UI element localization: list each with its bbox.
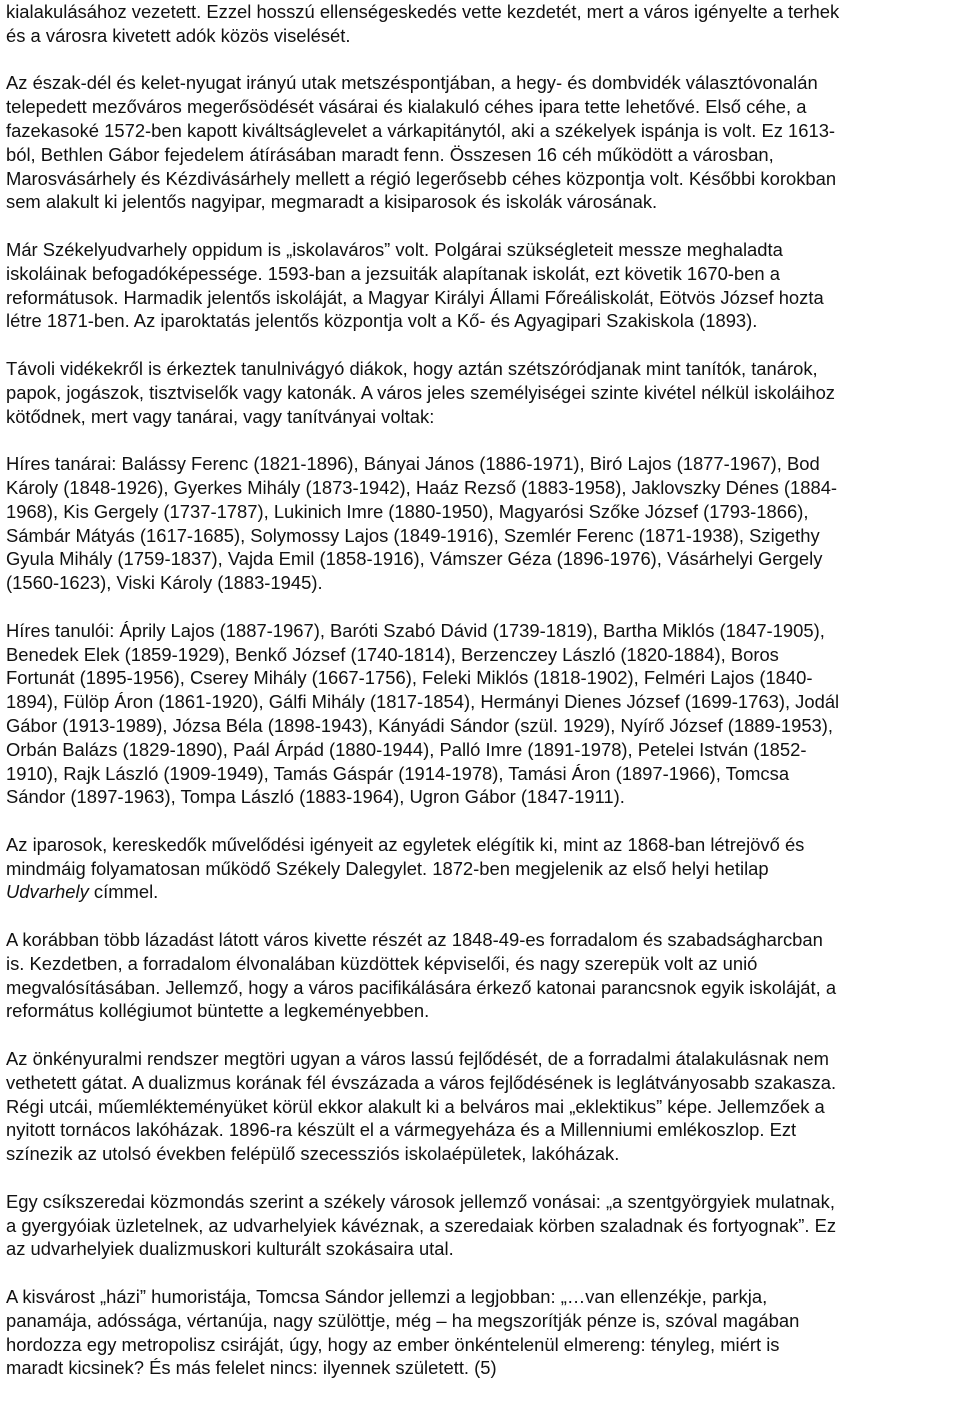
text-line: fazekasoké 1572-ben kapott kiváltságlevelet a várkapitánytól, aki a székelyek ispánja is volt. Ez 1613- xyxy=(6,119,836,141)
text-line: 1910), Rajk László (1909-1949), Tamás Gáspár (1914-1978), Tamási Áron (1897-1966), Tomcsa xyxy=(6,762,790,784)
text-line: iskoláinak befogadóképessége. 1593-ban a jezsuiták alapítanak iskolát, ezt követik 1670-ben a xyxy=(6,262,780,284)
paragraph-famous-teachers xyxy=(6,452,954,595)
text-line: maradt kicsinek? És más felelet nincs: ilyennek született. (5) xyxy=(6,1357,497,1379)
text-line: Az iparosok, kereskedők művelődési igényeit az egyletek elégítik ki, mint az 1868-ban létrejövő és xyxy=(6,833,805,855)
text-line: Már Székelyudvarhely oppidum is „iskolaváros” volt. Polgárai szükségleteit messze meghaladta xyxy=(6,238,783,260)
text-line: sem alakult ki jelentős nagyipar, megmaradt a kisiparosok és iskolák városának. xyxy=(6,191,658,213)
document-page xyxy=(6,0,954,1404)
text-line: Benedek Elek (1859-1929), Benkő József (1740-1814), Berzenczey László (1820-1884), Boros xyxy=(6,643,779,665)
text-line: Orbán Balázs (1829-1890), Paál Árpád (1880-1944), Palló Imre (1891-1978), Petelei István (1852- xyxy=(6,738,807,760)
paragraph-school-city xyxy=(6,238,954,333)
text-line: nyitott tornácos lakóházak. 1896-ra készült el a vármegyeháza és a Millenniumi emlékoszlop. Ezt xyxy=(6,1119,797,1141)
text-line: (1560-1623), Viski Károly (1883-1945). xyxy=(6,572,323,594)
text-line: az udvarhelyiek dualizmuskori kulturált szokásaira utal. xyxy=(6,1238,454,1260)
text-line: A kisvárost „házi” humoristája, Tomcsa Sándor jellemzi a legjobban: „…van ellenzékje, parkja, xyxy=(6,1286,768,1308)
paragraph-students xyxy=(6,357,954,428)
paragraph-humorist xyxy=(6,1285,954,1380)
paragraph-revolution xyxy=(6,928,954,1023)
text-line: hordozza egy metropolisz csiráját, úgy, hogy az ember önkéntelenül elmereng: tényleg, miért is xyxy=(6,1333,780,1355)
text-line: kialakulásához vezetett. Ezzel hosszú ellenségeskedés vette kezdetét, mert a város igényelte a terhek xyxy=(6,1,840,22)
paragraph-proverb xyxy=(6,1190,954,1261)
newspaper-title: Udvarhely xyxy=(6,881,89,903)
text-line: ból, Bethlen Gábor fejedelem átírásában maradt fenn. Összesen 16 céh működött a városban, xyxy=(6,143,774,165)
paragraph-intro xyxy=(6,0,954,48)
text-line: telepedett mezőváros megerősödését vásárai és kialakuló céhes ipara tette lehetővé. Első céhe, a xyxy=(6,96,807,118)
paragraph-famous-students xyxy=(6,619,954,809)
text-line: Híres tanárai: Balássy Ferenc (1821-1896), Bányai János (1886-1971), Biró Lajos (1877-1967), Bod xyxy=(6,453,820,475)
text-line: reformátusok. Harmadik jelentős iskoláját, a Magyar Királyi Állami Főreáliskolát, Eötvös József hozta xyxy=(6,286,824,308)
text-line: Gyula Mihály (1759-1837), Vajda Emil (1858-1916), Vámszer Géza (1896-1976), Vásárhelyi Gergely xyxy=(6,548,823,570)
text-line: a gyergyóiak üzletelnek, az udvarhelyiek kávéznak, a szeredaiak körben szaladnak és fortyognak”. Ez xyxy=(6,1214,837,1236)
text-line: is. Kezdetben, a forradalom élvonalában küzdöttek képviselői, és nagy szerepük volt az unió xyxy=(6,952,758,974)
text-line: Az észak-dél és kelet-nyugat irányú utak metszéspontjában, a hegy- és dombvidék választóvonalán xyxy=(6,72,818,94)
paragraph-dualism xyxy=(6,1047,954,1166)
text-line: Az önkényuralmi rendszer megtöri ugyan a város lassú fejlődését, de a forradalmi átalakulásnak nem xyxy=(6,1048,829,1070)
text-line: színezik az utolsó években felépülő szecessziós iskolaépületek, lakóházak. xyxy=(6,1143,620,1165)
text-line: Károly (1848-1926), Gyerkes Mihály (1873-1942), Haáz Rezső (1883-1958), Jaklovszky Dénes (1884- xyxy=(6,476,838,498)
text-line: Sándor (1897-1963), Tompa László (1883-1964), Ugron Gábor (1847-1911). xyxy=(6,786,625,808)
text-line: Egy csíkszeredai közmondás szerint a székely városok jellemző vonásai: „a szentgyörgyiek mulatnak, xyxy=(6,1190,835,1212)
text-line: református kollégiumot büntette a legkeményebben. xyxy=(6,1000,430,1022)
text-line: Fortunát (1895-1956), Cserey Mihály (1667-1756), Feleki Miklós (1818-1902), Felméri Lajos (1840- xyxy=(6,667,813,689)
text-line: 1894), Fülöp Áron (1861-1920), Gálfi Mihály (1817-1854), Hermányi Dienes József (1699-1763), Jodál xyxy=(6,691,840,713)
text-line: létre 1871-ben. Az iparoktatás jelentős központja volt a Kő- és Agyagipari Szakiskola (1893). xyxy=(6,310,758,332)
text-line: kötődnek, mert vagy tanárai, vagy tanítványai voltak: xyxy=(6,405,435,427)
text-line: papok, jogászok, tisztviselők vagy katonák. A város jeles személyiségei szinte kivétel nélkül iskoláihoz xyxy=(6,381,836,403)
text-line: Híres tanulói: Áprily Lajos (1887-1967), Baróti Szabó Dávid (1739-1819), Bartha Miklós (1847-1905), xyxy=(6,619,825,641)
text-line: Sámbár Mátyás (1617-1685), Solymossy Lajos (1849-1916), Szemlér Ferenc (1871-1938), Szigethy xyxy=(6,524,820,546)
text-line: A korábban több lázadást látott város kivette részét az 1848-49-es forradalom és szabadságharcban xyxy=(6,929,823,951)
text-line: Távoli vidékekről is érkeztek tanulnivágyó diákok, hogy aztán szétszóródjanak mint tanítók, tanárok, xyxy=(6,357,818,379)
text-line: megvalósításában. Jellemző, hogy a város pacifikálására érkező katonai parancsnok egyik iskoláját, a xyxy=(6,976,837,998)
text-line: vethetett gátat. A dualizmus korának fél évszázada a város fejlődésének is leglátványosabb szakasza. xyxy=(6,1071,837,1093)
text-line: Gábor (1913-1989), Józsa Béla (1898-1943), Kányádi Sándor (szül. 1929), Nyírő József (1889-1953), xyxy=(6,714,834,736)
text-line: és a városra kivetett adók közös viselését. xyxy=(6,24,351,46)
text-line: Régi utcái, műemlékteményüket körül ekkor alakult ki a belváros mai „eklektikus” képe. Jellemzőek a xyxy=(6,1095,825,1117)
paragraph-city-guilds xyxy=(6,71,954,214)
text-line: mindmáig folyamatosan működő Székely Dalegylet. 1872-ben megjelenik az első helyi hetilap xyxy=(6,857,769,879)
text-line: panamája, adóssága, vértanúja, nagy szülöttje, még – ha megszorítják pénze is, szóval magában xyxy=(6,1309,800,1331)
text-line: 1968), Kis Gergely (1737-1787), Lukinich Imre (1880-1950), Magyarósi Szőke József (1793-1866), xyxy=(6,500,809,522)
text-line: Marosvásárhely és Kézdivásárhely mellett a régió legerősebb céhes központja volt. Későbbi korokban xyxy=(6,167,837,189)
text-line: címmel. xyxy=(88,881,159,903)
paragraph-associations xyxy=(6,833,954,904)
